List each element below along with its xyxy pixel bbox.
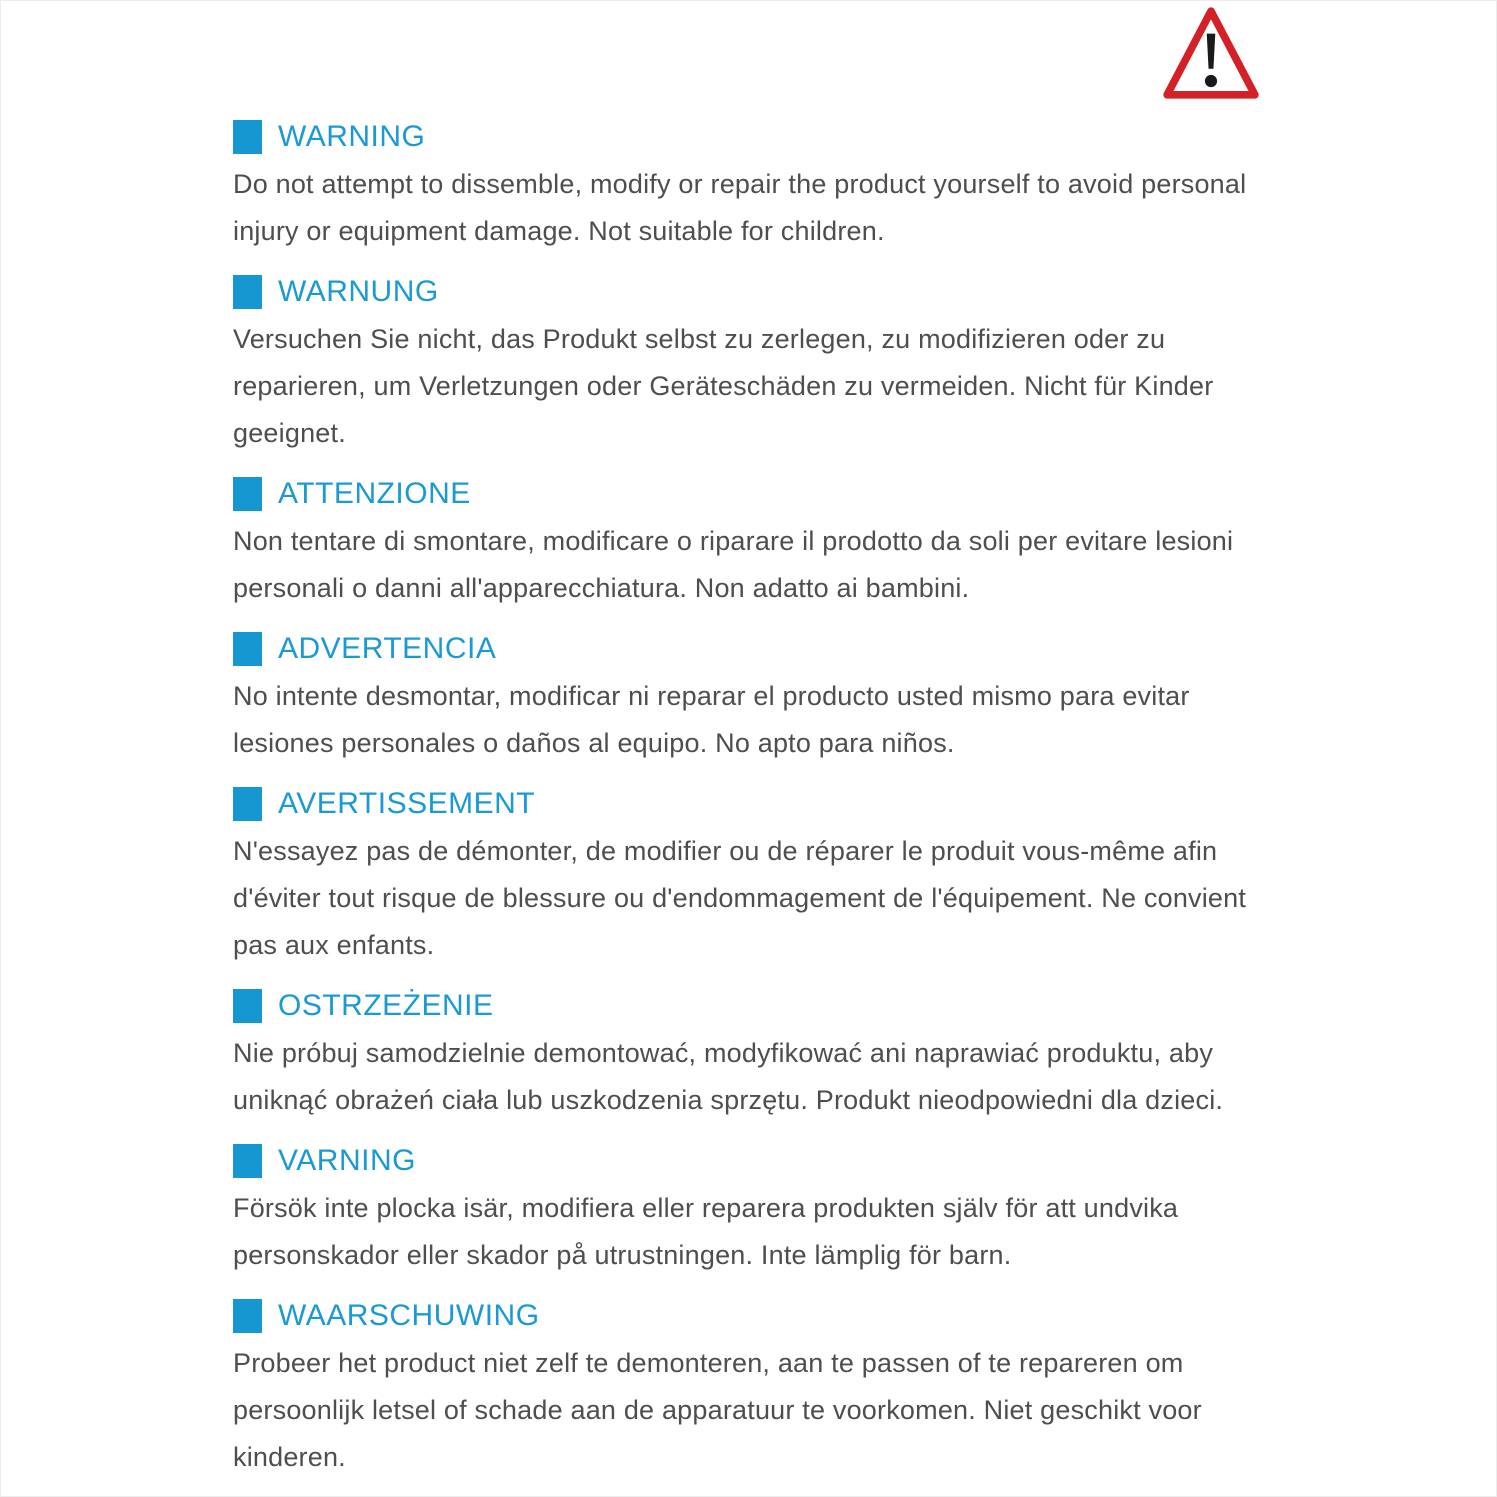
warning-body-text: Försök inte plocka isär, modifiera eller reparera produkten själv för att undvika personskador eller skador på utrustningen. Inte lämplig för barn. xyxy=(233,1193,1179,1270)
warning-triangle-icon xyxy=(1157,3,1265,105)
warning-heading: WARNUNG xyxy=(278,275,439,308)
warning-heading: ADVERTENCIA xyxy=(278,632,497,665)
warning-section xyxy=(233,1137,1276,1279)
warnings-list xyxy=(1,1,1496,1481)
warning-section xyxy=(233,113,1276,255)
warning-body-text: No intente desmontar, modificar ni reparar el producto usted mismo para evitar lesiones personales o daños al equipo. No apto para niños. xyxy=(233,681,1190,758)
blue-square-bullet-icon xyxy=(233,989,262,1023)
warning-body-text: N'essayez pas de démonter, de modifier ou de réparer le produit vous-même afin d'éviter tout risque de blessure ou d'endommagement de l'équipement. Ne convient pas aux enfants. xyxy=(233,836,1247,960)
warning-heading: WARNING xyxy=(278,120,426,153)
warning-section xyxy=(233,780,1276,969)
exclamation-dot xyxy=(1205,75,1217,87)
warning-section xyxy=(233,1292,1276,1481)
warning-body-text: Versuchen Sie nicht, das Produkt selbst zu zerlegen, zu modifizieren oder zu reparieren, um Verletzungen oder Geräteschäden zu vermeiden. Nicht für Kinder geeignet. xyxy=(233,324,1214,448)
warning-heading: ATTENZIONE xyxy=(278,477,471,510)
blue-square-bullet-icon xyxy=(233,1299,262,1333)
warning-body-text: Probeer het product niet zelf te demonteren, aan te passen of te repareren om persoonlijk letsel of schade aan de apparatuur te voorkomen. Niet geschikt voor kinderen. xyxy=(233,1348,1202,1472)
warning-body-text: Do not attempt to dissemble, modify or repair the product yourself to avoid personal injury or equipment damage. Not suitable for children. xyxy=(233,169,1247,246)
blue-square-bullet-icon xyxy=(233,120,262,154)
warning-section xyxy=(233,470,1276,612)
warning-body-text: Non tentare di smontare, modificare o riparare il prodotto da soli per evitare lesioni personali o danni all'apparecchiatura. Non adatto ai bambini. xyxy=(233,526,1234,603)
warning-heading: OSTRZEŻENIE xyxy=(278,989,494,1022)
blue-square-bullet-icon xyxy=(233,1144,262,1178)
blue-square-bullet-icon xyxy=(233,275,262,309)
warning-body-text: Nie próbuj samodzielnie demontować, modyfikować ani naprawiać produktu, aby uniknąć obrażeń ciała lub uszkodzenia sprzętu. Produkt nieodpowiedni dla dzieci. xyxy=(233,1038,1224,1115)
warning-section xyxy=(233,268,1276,457)
warning-heading: AVERTISSEMENT xyxy=(278,787,536,820)
warning-section xyxy=(233,625,1276,767)
warning-section xyxy=(233,982,1276,1124)
blue-square-bullet-icon xyxy=(233,787,262,821)
warning-heading: WAARSCHUWING xyxy=(278,1299,540,1332)
blue-square-bullet-icon xyxy=(233,477,262,511)
warning-heading: VARNING xyxy=(278,1144,416,1177)
blue-square-bullet-icon xyxy=(233,632,262,666)
